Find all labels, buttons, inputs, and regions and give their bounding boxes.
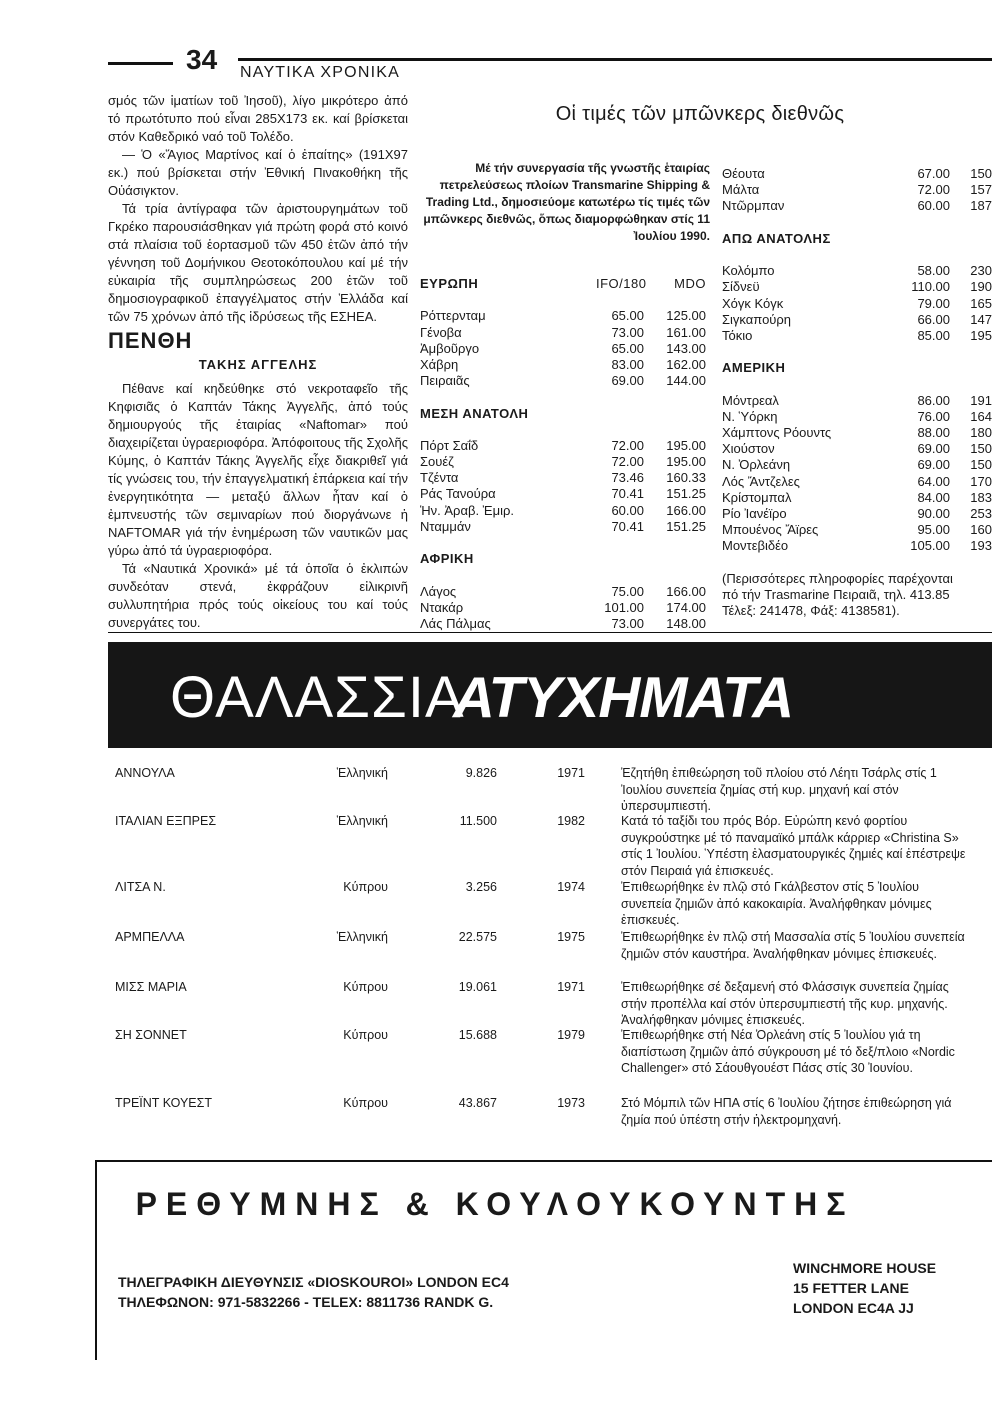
price-ifo: 72.00 xyxy=(611,437,644,453)
port-name: Γένοβα xyxy=(420,324,462,340)
port-name: Χάβρη xyxy=(420,356,459,372)
price-ifo: 72.00 xyxy=(611,454,644,470)
table-row xyxy=(420,308,706,324)
price-ifo: 83.00 xyxy=(611,356,644,372)
table-row xyxy=(722,166,992,182)
price-ifo: 90.00 xyxy=(917,505,950,521)
port-name: Ρίο Ἰανέϊρο xyxy=(722,505,787,521)
table-row xyxy=(420,503,706,519)
banner-word-light: ΘΑΛΑΣΣΙΑ xyxy=(170,665,465,730)
price-ifo: 69.00 xyxy=(917,457,950,473)
table-row xyxy=(722,506,992,522)
region-africa xyxy=(420,551,706,567)
ship-tonnage: 19.061 xyxy=(458,980,497,994)
table-row xyxy=(722,328,992,344)
continued-paragraph-3: Τά τρία ἀντίγραφα τῶν ἀριστουργημάτων τοῦ Γκρέκο παρουσιάσθηκαν γιά πρώτη φορά στό κοινό στά πλαίσια τοῦ ἑορτασμοῦ τῶν 450 ἐτῶν ἀπό τήν γέννηση τοῦ Δομήνικου Θεοτοκόπουλου καί μέ τήν εὐκαιρία τῆς συμπληρώσεως 200 ἐτῶν τοῦ δημοσιογραφικοῦ ἐπαγγέλματος στήν Ἑλλάδα καί τῶν 75 χρόνων ἀπό τῆς ἱδρύσεως τῆς ΕΣΗΕΑ. xyxy=(108,201,408,324)
price-ifo: 65.00 xyxy=(611,308,644,324)
table-row xyxy=(722,490,992,506)
footnote-line: Τέλεξ: 241478, Φάξ: 4138581). xyxy=(722,602,900,618)
ship-year: 1971 xyxy=(557,766,585,780)
table-row xyxy=(722,182,992,198)
ship-tonnage: 3.256 xyxy=(465,880,497,894)
port-name: Πειραιᾶς xyxy=(420,373,470,389)
region-title: ΑΦΡΙΚΗ xyxy=(420,551,474,567)
table-row xyxy=(722,263,992,279)
price-ifo: 73.46 xyxy=(611,470,644,486)
left-column xyxy=(108,92,408,632)
price-ifo: 65.00 xyxy=(611,340,644,356)
accident-description: Ἐπιθεωρήθηκε ἐν πλῷ στό Γκάλβεστον στίς 5 Ἰουλίου συνεπεία ζημιῶν ἀπό κακοκαιρία. Ἀναλήφθηκαν μόνιμες ἐπισκευές. xyxy=(621,880,932,927)
price-mdo: 166.00 xyxy=(666,502,706,518)
table-row xyxy=(420,454,706,470)
price-mdo: 170 xyxy=(970,473,992,489)
price-mdo: 193 xyxy=(970,538,992,554)
price-mdo: 191 xyxy=(970,392,992,408)
advert-phone-telex: ΤΗΛΕΦΩΝΟΝ: 971-5832266 - TELEX: 8811736 RANDK G. xyxy=(118,1294,494,1310)
price-mdo: 162.00 xyxy=(666,356,706,372)
price-ifo: 73.00 xyxy=(611,615,644,631)
price-mdo: 143.00 xyxy=(666,340,706,356)
price-mdo: 150 xyxy=(970,166,992,181)
port-name: Ρόττερνταμ xyxy=(420,308,486,324)
page-number: 34 xyxy=(186,44,218,75)
bunker-footnote xyxy=(722,571,992,620)
price-ifo: 88.00 xyxy=(917,425,950,440)
table-row xyxy=(420,584,706,600)
bunker-prices-title: Οἱ τιμές τῶν μπῶνκερς διεθνῶς xyxy=(555,103,845,125)
price-mdo: 253 xyxy=(970,505,992,521)
price-ifo: 58.00 xyxy=(917,263,950,279)
price-mdo: 174.00 xyxy=(666,599,706,615)
port-name: Λάς Πάλμας xyxy=(420,615,491,631)
table-row xyxy=(420,486,706,502)
price-ifo: 67.00 xyxy=(917,166,950,181)
section-divider xyxy=(108,632,992,633)
ship-flag: Κύπρου xyxy=(343,880,388,894)
price-mdo: 161.00 xyxy=(666,324,706,340)
price-ifo: 101.00 xyxy=(604,599,644,615)
table-row xyxy=(722,296,992,312)
bunker-intro: Μέ τήν συνεργασία τῆς γνωστῆς ἑταιρίας πετρελεύσεως πλοίων Transmarine Shipping & Trading Ltd., δημοσιεύομε κατωτέρω τίς τιμές τῶν μπῶνκερς διεθνῶς, ὅπως διαμορφώθηκαν στίς 11 Ἰουλίου 1990. xyxy=(423,161,710,243)
port-name: Μπουένος Ἄϊρες xyxy=(722,522,819,538)
table-row xyxy=(420,341,706,357)
table-row xyxy=(420,357,706,373)
table-row xyxy=(420,519,706,535)
table-row xyxy=(722,522,992,538)
ship-name: ΜΙΣΣ ΜΑΡΙΑ xyxy=(115,980,187,994)
obituary-paragraph-2: Τά «Ναυτικά Χρονικά» μέ τά ὁποῖα ὁ ἐκλιπών συνδεόταν στενά, ἐκφράζουν εἰλικρινῆ συλλυπητήρια πρός τούς οἰκείους του καί τούς συνεργάτες του. xyxy=(108,561,408,630)
port-name: Ἡν. Ἀραβ. Ἐμιρ. xyxy=(420,502,514,518)
ship-tonnage: 22.575 xyxy=(458,930,497,944)
port-name: Κρίστομπαλ xyxy=(722,489,792,505)
price-mdo: 160.33 xyxy=(666,470,706,486)
price-ifo: 60.00 xyxy=(917,198,950,214)
ship-tonnage: 11.500 xyxy=(459,814,497,828)
ship-tonnage: 9.826 xyxy=(465,766,497,780)
price-mdo: 166.00 xyxy=(666,583,706,599)
accident-description: Ἐπιθεωρήθηκε ἐν πλῷ στή Μασσαλία στίς 5 Ἰουλίου συνεπεία ζημιῶν στόν καυστήρα. Ἀναλήφθηκαν μόνιμες ἐπισκευές. xyxy=(621,930,965,961)
table-row xyxy=(722,279,992,295)
advert-company-name: ΡΕΘΥΜΝΗΣ & ΚΟΥΛΟΥΚΟΥΝΤΗΣ xyxy=(135,1186,855,1222)
port-name: Ράς Τανούρα xyxy=(420,486,496,502)
price-mdo: 190 xyxy=(970,279,992,295)
price-ifo: 95.00 xyxy=(917,522,950,538)
region-title: ΑΠΩ ΑΝΑΤΟΛΗΣ xyxy=(722,230,831,246)
table-row xyxy=(722,198,992,214)
ship-tonnage: 15.688 xyxy=(458,1028,497,1042)
port-name: Ντακάρ xyxy=(420,599,464,615)
price-mdo: 195 xyxy=(970,327,992,343)
table-row xyxy=(420,600,706,616)
ship-name: ΑΡΜΠΕΛΛΑ xyxy=(115,930,185,944)
region-far-east xyxy=(722,231,992,247)
price-ifo: 66.00 xyxy=(917,311,950,327)
accident-description: Στό Μόμπιλ τῶν ΗΠΑ στίς 6 Ἰουλίου ζήτησε ἐπιθεώρηση γιά ζημία πού ὑπέστη στήν ἠλεκτρομηχανή. xyxy=(621,1096,952,1127)
table-row xyxy=(722,538,992,554)
region-middle-east xyxy=(420,406,706,422)
price-mdo: 195.00 xyxy=(666,454,706,470)
table-header xyxy=(420,276,706,292)
ship-flag: Κύπρου xyxy=(343,1096,388,1110)
price-ifo: 70.41 xyxy=(611,518,644,534)
accident-description: Ἐζητήθη ἐπιθεώρηση τοῦ πλοίου στό Λέητι Τσάρλς στίς 1 Ἰουλίου συνεπεία ζημίας στή κυρ. μηχανή καί στόν ὑπερσυμπιεστή. xyxy=(621,766,937,813)
port-name: Ντῶρμπαν xyxy=(722,198,785,214)
ship-name: ΤΡΕΪΝΤ ΚΟΥΕΣΤ xyxy=(115,1096,213,1110)
region-title: ΑΜΕΡΙΚΗ xyxy=(722,360,786,376)
port-name: Κολόμπο xyxy=(722,263,775,279)
price-mdo: 144.00 xyxy=(666,373,706,389)
port-name: Νταμμάν xyxy=(420,518,471,534)
bunker-table-middle xyxy=(420,276,706,632)
price-mdo: 150 xyxy=(970,457,992,473)
price-ifo: 72.00 xyxy=(917,182,950,198)
col-ifo-header: IFO/180 xyxy=(596,276,647,291)
advert-telegraphic: ΤΗΛΕΓΡΑΦΙΚΗ ΔΙΕΥΘΥΝΣΙΣ «DIOSKOUROI» LONDON EC4 xyxy=(118,1274,509,1290)
price-mdo: 150 xyxy=(970,441,992,457)
port-name: Ν. Ὑόρκη xyxy=(722,408,778,424)
price-ifo: 76.00 xyxy=(917,408,950,424)
ship-flag: Ἑλληνική xyxy=(336,814,388,828)
accidents-banner xyxy=(108,642,992,748)
advert-address-line: 15 FETTER LANE xyxy=(793,1280,909,1296)
accident-description: Ἐπιθεωρήθηκε σέ δεξαμενή στό Φλάσσιγκ συνεπεία ζημίας στήν προπέλλα καί στόν ὑπερσυμπιεστή τῆς κυρ. μηχανής. Ἀναλήφθηκαν μόνιμες ἐπισκευές. xyxy=(621,980,949,1027)
price-ifo: 64.00 xyxy=(917,473,950,489)
advert-contact xyxy=(118,1272,509,1312)
port-name: Μόντρεαλ xyxy=(722,392,779,408)
price-mdo: 183 xyxy=(970,489,992,505)
port-name: Σιγκαπούρη xyxy=(722,311,792,327)
region-america xyxy=(722,360,992,376)
region-europe: ΕΥΡΩΠΗ xyxy=(420,276,479,291)
port-name: Σουέζ xyxy=(420,454,454,470)
price-mdo: 187 xyxy=(970,198,992,214)
price-mdo: 147 xyxy=(970,311,992,327)
accident-description: Κατά τό ταξίδι του πρός Βόρ. Εὐρώπη κενό φορτίου συγκρούστηκε μέ τό παναμαϊκό μπάλκ κάρριερ «Christina S» στίς 1 Ἰουλίου. Ὑπέστη ἐλασματουργικές ζημιές καί ἐπέστρεψε στόν Πειραιά γιά ἐπισκευές. xyxy=(621,814,966,878)
port-name: Πόρτ Σαΐδ xyxy=(420,437,479,453)
advert-address-line: LONDON EC4A JJ xyxy=(793,1300,914,1316)
table-row xyxy=(420,438,706,454)
price-ifo: 70.41 xyxy=(611,486,644,502)
price-ifo: 84.00 xyxy=(917,489,950,505)
footnote-line: (Περισσότερες πληροφορίες παρέχονται xyxy=(722,570,953,586)
ship-name: ΣΗ ΣΟΝΝΕΤ xyxy=(115,1028,187,1042)
port-name: Ν. Ὀρλεάνη xyxy=(722,457,791,473)
banner-word-bold: ΑΤΥΧΗΜΑΤΑ xyxy=(453,665,794,730)
table-row xyxy=(722,409,992,425)
ship-flag: Κύπρου xyxy=(343,980,388,994)
port-name: Ἀμβοῦργο xyxy=(420,340,480,356)
price-mdo: 151.25 xyxy=(666,518,706,534)
ship-flag: Ἑλληνική xyxy=(336,930,388,944)
price-ifo: 73.00 xyxy=(611,324,644,340)
footnote-line: πό τήν Trasmarine Πειραιᾶ, τηλ. 413.85 xyxy=(722,586,950,602)
table-row xyxy=(722,474,992,490)
port-name: Χόγκ Κόγκ xyxy=(722,295,784,311)
port-name: Θέουτα xyxy=(722,166,765,181)
continued-paragraph-2: — Ὁ «Ἅγιος Μαρτίνος καί ὁ ἐπαίτης» (191Χ97 εκ.) πού βρίσκεται στήν Ἐθνική Πινακοθήκη τῆς Οὐάσιγκτον. xyxy=(108,147,408,198)
price-mdo: 160 xyxy=(970,522,992,538)
port-name: Λός Ἄντζελες xyxy=(722,473,800,489)
price-ifo: 69.00 xyxy=(611,373,644,389)
ship-name: ΙΤΑΛΙΑΝ ΕΞΠΡΕΣ xyxy=(115,814,217,828)
header-rule-left xyxy=(108,62,173,65)
ship-year: 1971 xyxy=(557,980,585,994)
ship-year: 1974 xyxy=(557,880,585,894)
table-row xyxy=(722,312,992,328)
price-mdo: 180 xyxy=(970,425,992,440)
ship-year: 1975 xyxy=(557,930,585,944)
ship-year: 1979 xyxy=(557,1028,585,1042)
table-row xyxy=(420,470,706,486)
ship-tonnage: 43.867 xyxy=(458,1096,497,1110)
region-title: ΜΕΣΗ ΑΝΑΤΟΛΗ xyxy=(420,405,529,421)
price-ifo: 105.00 xyxy=(910,538,950,554)
price-ifo: 75.00 xyxy=(611,583,644,599)
table-row xyxy=(722,425,992,441)
port-name: Χιούστον xyxy=(722,441,775,457)
price-mdo: 230 xyxy=(970,263,992,279)
price-mdo: 125.00 xyxy=(666,308,706,324)
table-row xyxy=(722,457,992,473)
advert-rule-top xyxy=(95,1160,992,1162)
table-row xyxy=(420,325,706,341)
price-mdo: 164 xyxy=(970,408,992,424)
advert-address xyxy=(793,1258,936,1318)
advert-address-line: WINCHMORE HOUSE xyxy=(793,1260,937,1276)
ship-flag: Κύπρου xyxy=(343,1028,388,1042)
table-row xyxy=(420,373,706,389)
price-ifo: 60.00 xyxy=(611,502,644,518)
port-name: Μάλτα xyxy=(722,182,760,198)
col-mdo-header: MDO xyxy=(674,276,706,291)
ship-year: 1982 xyxy=(557,814,585,828)
port-name: Τζέντα xyxy=(420,470,459,486)
header-rule-right xyxy=(238,58,992,61)
table-row xyxy=(420,616,706,632)
price-ifo: 69.00 xyxy=(917,441,950,457)
price-mdo: 148.00 xyxy=(666,615,706,631)
table-row xyxy=(722,441,992,457)
price-ifo: 85.00 xyxy=(917,327,950,343)
port-name: Χάμπτονς Ρόουντς xyxy=(722,425,832,440)
ship-name: ΑΝΝΟΥΛΑ xyxy=(115,766,175,780)
price-ifo: 79.00 xyxy=(917,295,950,311)
table-row xyxy=(722,393,992,409)
price-mdo: 151.25 xyxy=(666,486,706,502)
price-ifo: 86.00 xyxy=(917,392,950,408)
price-ifo: 110.00 xyxy=(911,279,950,295)
obituary-name: ΤΑΚΗΣ ΑΓΓΕΛΗΣ xyxy=(198,357,318,372)
price-mdo: 165 xyxy=(970,295,992,311)
continued-paragraph-1: σμός τῶν ἱματίων τοῦ Ἰησοῦ), λίγο μικρότερο ἀπό τό πρωτότυπο πού εἶναι 285Χ173 εκ. καί βρίσκεται στόν Καθεδρικό ναό τοῦ Τολέδο. xyxy=(108,93,408,144)
publication-name: ΝΑΥΤΙΚΑ ΧΡΟΝΙΚΑ xyxy=(240,64,400,81)
port-name: Μοντεβιδέο xyxy=(722,538,789,554)
price-mdo: 195.00 xyxy=(666,437,706,453)
section-title-obituaries: ΠΕΝΘΗ xyxy=(108,328,193,353)
accident-description: Ἐπιθεωρήθηκε στή Νέα Ὀρλεάνη στίς 5 Ἰουλίου γιά τη διαπίστωση ζημιῶν ἀπό σύγκρουση μέ τό δεξ/πλοιο «Nordic Challenger» στό Σάουθγουέστ Πάσς στίς 30 Ἰουνίου. xyxy=(621,1028,955,1075)
bunker-table-right xyxy=(722,166,992,619)
ship-flag: Ἑλληνική xyxy=(336,766,388,780)
obituary-paragraph-1: Πέθανε καί κηδεύθηκε στό νεκροταφεῖο τῆς Κηφισιᾶς ὁ Καπτάν Τάκης Ἀγγελῆς, ἀπό τούς δημιουργούς τῆς ἑταιρίας «Naftomar» πού διαχειρίζεται ὑγραεριοφόρα. Ἀπόφοιτους τῆς Σχολῆς Κύμης, ὁ Καπτάν Τάκης Ἀγγελῆς εἶχε διακριθεῖ γιά τίς γνώσεις του, τήν ἐπαγγελματική ἐπάρκεια καί τήν ἐνεργητικότητα — μεταξύ ἄλλων ἦταν καί ὁ ἐμπνευστής τῶν σεμιναρίων πού διοργάνωνε ἡ NAFTOMAR γιά τήν ἐνημέρωση τῶν ναυτικῶν μας γύρω ἀπό τά ὑγραεριοφόρα. xyxy=(108,381,408,558)
port-name: Τόκιο xyxy=(722,327,753,343)
ship-year: 1973 xyxy=(557,1096,585,1110)
port-name: Λάγος xyxy=(420,583,457,599)
price-mdo: 157 xyxy=(970,182,992,198)
port-name: Σίδνεϋ xyxy=(722,279,760,295)
ship-name: ΛΙΤΣΑ Ν. xyxy=(115,880,166,894)
